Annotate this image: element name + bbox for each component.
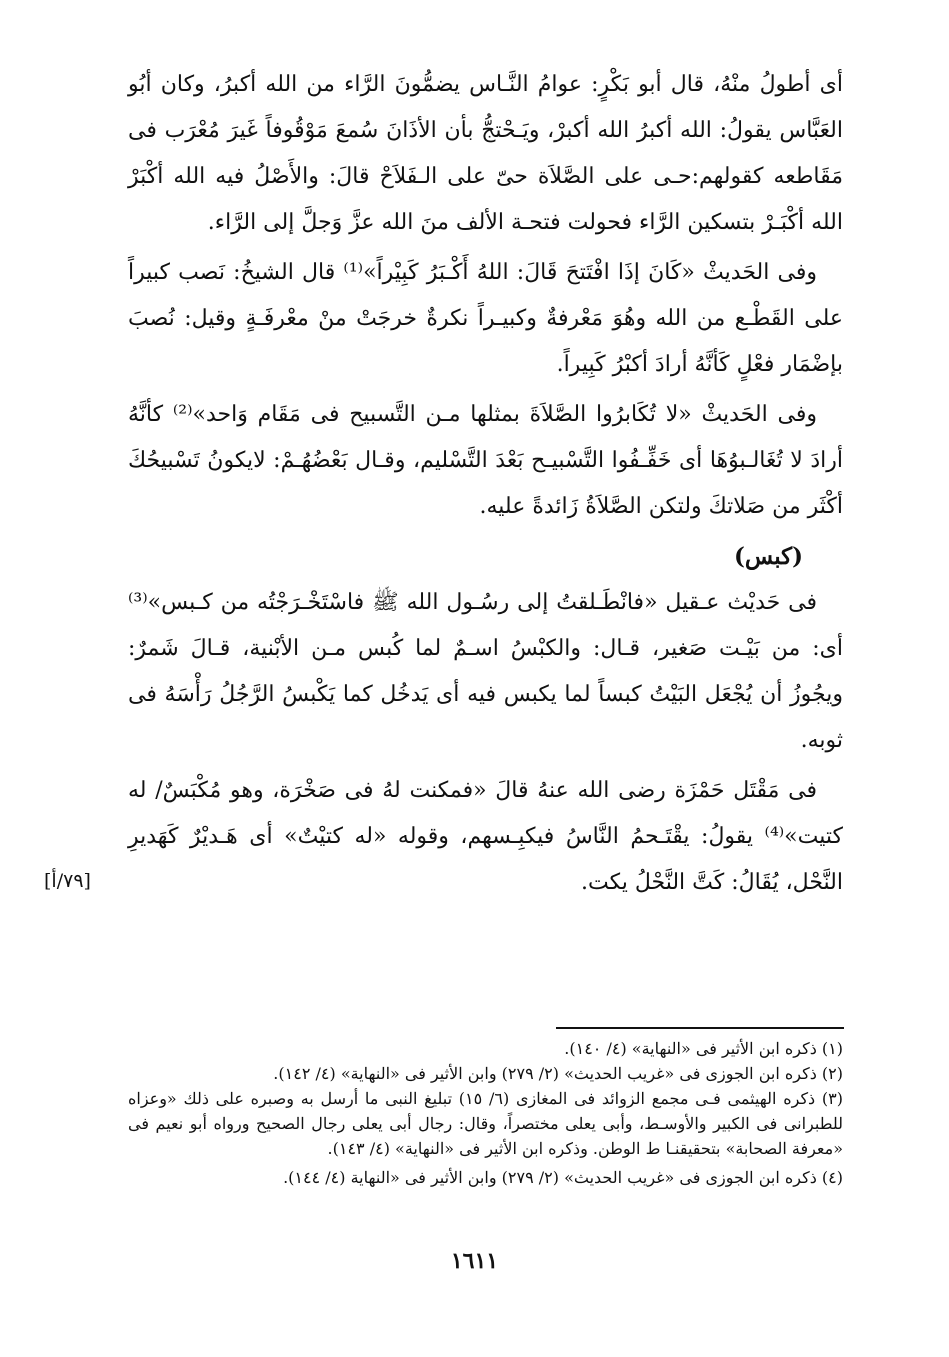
paragraph-kabs: فى حَديْث عـقيل «فانْطَـلقتُ إلى رسُـول الله ﷺ فاسْتَخْـرَجْتُه من كـبس»⁽³⁾ أى: من بَيْـت صَغير، قـال: والكبْسُ اسـمٌ لما كُبس مـن الأبْنية، قـالَ شَمرٌ: ويجُوزُ أن يُجْعَل البَيْتُ كبساً لما يكبس فيه أى يَدخُل كما يَكْبسُ الرَّجُلُ رَأْسَهُ فى ثوبه. xyxy=(128,590,843,753)
footnote-2: (٢) ذكره ابن الجوزى فى «غريب الحديث» (٢/ ٢٧٩) وابن الأثير فى «النهاية» (٤/ ١٤٢). xyxy=(273,1064,843,1083)
footnote-3: (٣) ذكره الهيثمى فـى مجمع الزوائد فى المغازى (٦/ ١٥) تبليغ النبى ما أرسل به وصبره على ذلك «وعزاه للطبرانى فى الكبير والأوسـط، وأبى يعلى مختصراً، وقال: رجال أبى يعلى رجال الصحيح ورواه أبو نعيم فى «معرفة الصحابة» بتحقيقنـا ط الوطن. وذكره ابن الأثير فى «النهاية» (٤/ ١٤٣). xyxy=(128,1089,844,1158)
main-text xyxy=(128,62,843,906)
page-number: ١٦١١ xyxy=(450,1248,499,1274)
footnote-1: (١) ذكره ابن الأثير فى «النهاية» (٤/ ١٤٠). xyxy=(564,1039,843,1058)
footnote-divider xyxy=(556,1027,844,1029)
folio-margin-note: [٧٩/أ] xyxy=(44,870,91,892)
paragraph-hamza: فى مَقْتَل حَمْزَة رضى الله عنهُ قالَ «فمكنت لهُ فى صَخْرَة، وهو مُكْبَسٌ/ له كتيت»⁽⁴⁾ يقولُ: يقْتَـحمُ النَّاسُ فيكبِـسهم، وقوله «له كتيْتٌ» أى هَـديْرٌ كَهَديرِ النَّحْل، يُقَالُ: كَتَّ النَّحْلُ يكت. xyxy=(128,778,843,895)
paragraph-takbir: أى أطولُ منْهُ، قال أبو بَكْرٍ: عوامُ النَّـاس يضمُّونَ الرَّاء من الله أكبرُ، وكان أبُو العَبَّاس يقولُ: الله أكبرُ الله أكبرْ، ويَـحْتجُّ بأن الأذَانَ سُمعَ مَوْقُوفاً غَيرَ مُعْرَب فى مَقَاطعه كقولهم:حـى على الصَّلاَة حىّ على الـفَلاَحْ قالَ: والأَصْلُ فيه الله أكْبَرْ الله أكْبَـرْ بتسكين الرَّاء فحولت فتحـة الألف منَ الله عزَّ وَجلَّ إلى الرَّاء. xyxy=(128,72,843,235)
footnotes xyxy=(128,1036,843,1190)
paragraph-tukabiru: وفى الحَديثْ «لا تُكَابرُوا الصَّلاَةَ بمثلها مـن التَّسبيح فى مَقَام وَاحد»⁽²⁾ كأنَّهُ أرادَ لا تُغَالـبوُهَا أى خَفِّـفُوا التَّسْبيـح بَعْدَ التَّسْليم، وقـال بَعْضُهُـمْ: لايكونُ تَسْبيحُكَ أكْثَر من صَلاتكَ ولتكن الصَّلاَةُ زَائدةً عليه. xyxy=(128,402,843,519)
section-heading-kabs: (كبس) xyxy=(734,543,803,570)
paragraph-kabiran: وفى الحَديثْ «كَانَ إذَا افْتَتحَ قَالَ: اللهُ أَكْـبَرُ كَبِيْراً»⁽¹⁾ قال الشيخُ: نَصب كبيراً على القَطْـع من الله وهُوَ مَعْرفةٌ وكبيـراً نكرةٌ خرجَتْ منْ معْرفَـةٍ وقيل: نُصبَ بإضْمَار فعْلٍ كَأنَّهُ أرادَ أكبْرُ كَبِيراً. xyxy=(128,260,843,377)
footnote-4: (٤) ذكره ابن الجوزى فى «غريب الحديث» (٢/ ٢٧٩) وابن الأثير فى «النهاية (٤/ ١٤٤). xyxy=(283,1168,843,1187)
